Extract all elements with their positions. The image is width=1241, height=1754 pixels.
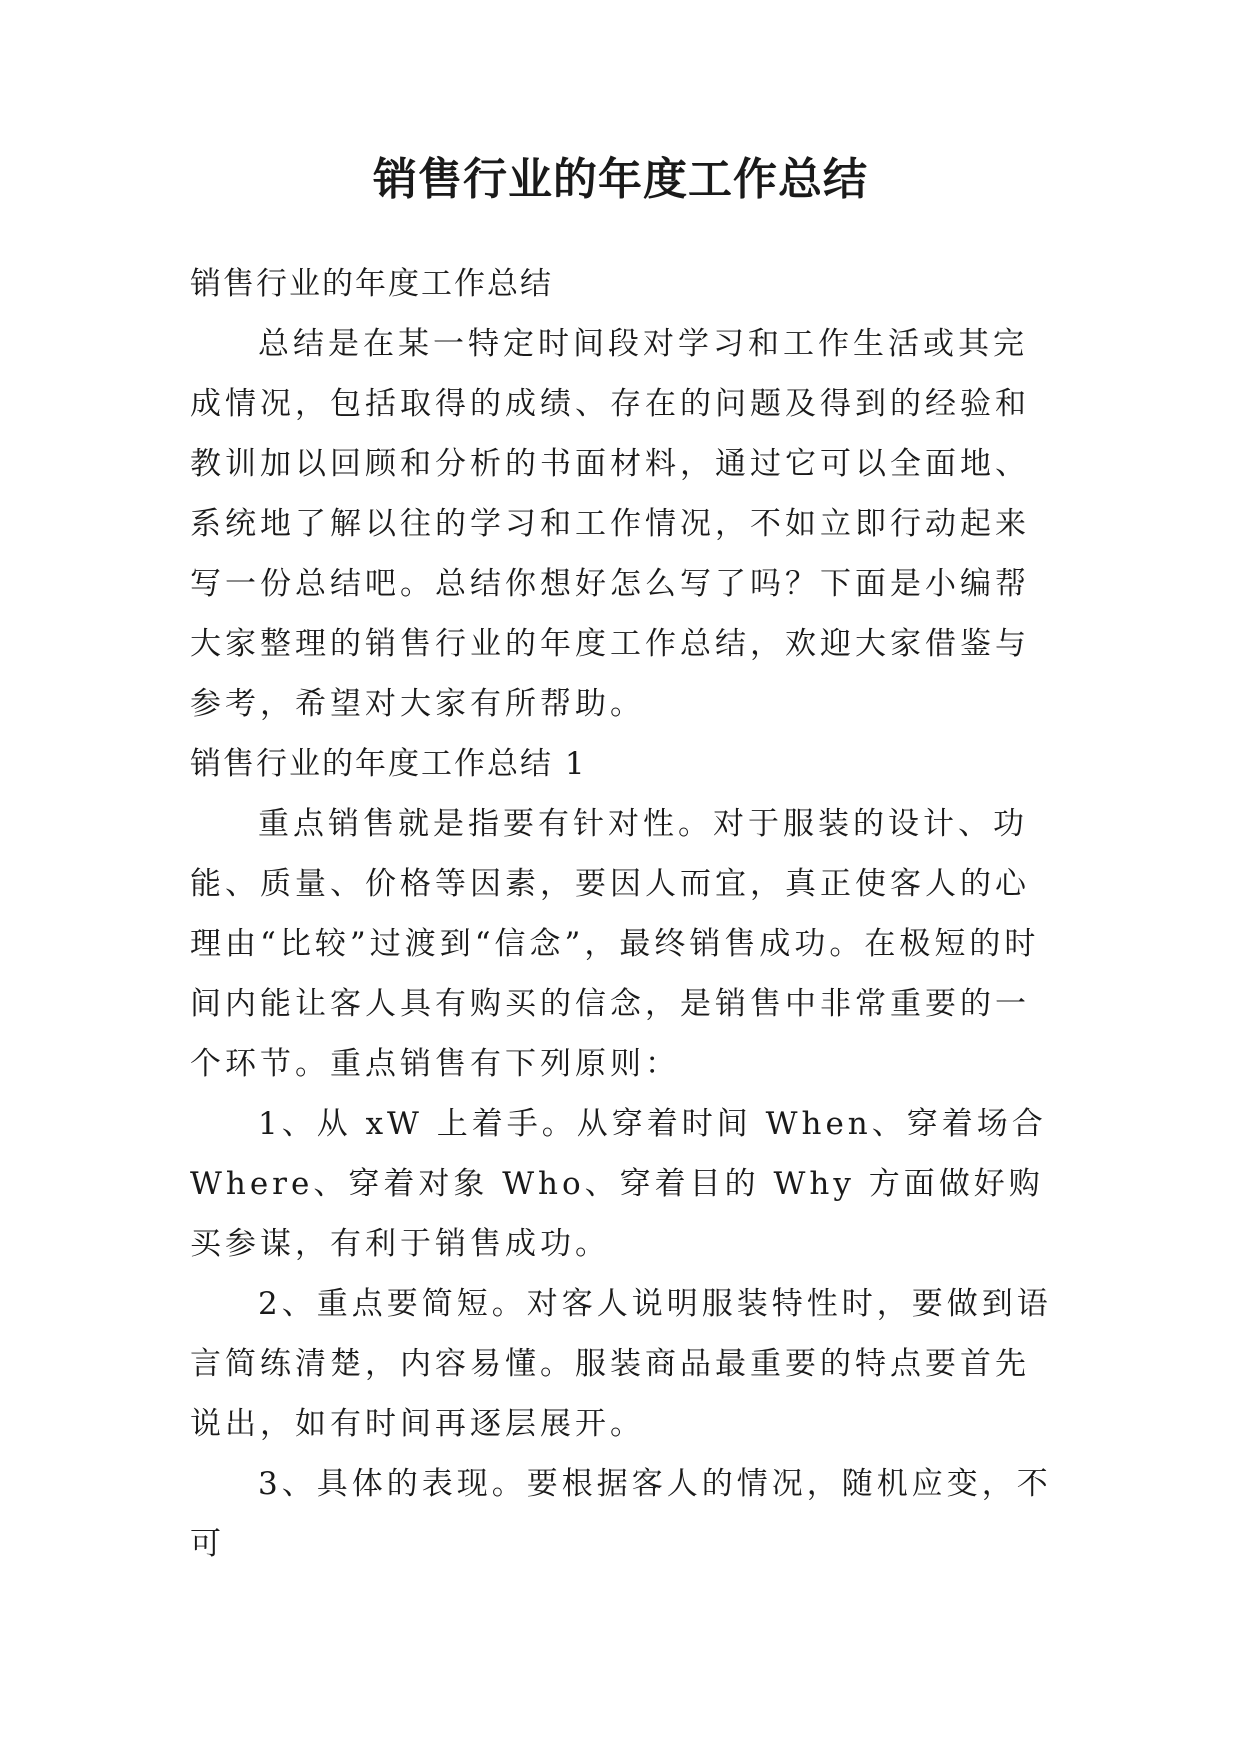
point-1-paragraph: 1、从 xW 上着手。从穿着时间 When、穿着场合 Where、穿着对象 Who、穿着目的 Why 方面做好购买参谋，有利于销售成功。 bbox=[190, 1106, 1047, 1262]
point-3-paragraph: 3、具体的表现。要根据客人的情况，随机应变，不可 bbox=[190, 1466, 1052, 1562]
document-title: 销售行业的年度工作总结 bbox=[373, 154, 868, 205]
intro-paragraph: 总结是在某一特定时间段对学习和工作生活或其完成情况，包括取得的成绩、存在的问题及得到的经验和教训加以回顾和分析的书面材料，通过它可以全面地、系统地了解以往的学习和工作情况，不如立即行动起来写一份总结吧。总结你想好怎么写了吗？下面是小编帮大家整理的销售行业的年度工作总结，欢迎大家借鉴与参考，希望对大家有所帮助。 bbox=[190, 326, 1030, 722]
section1-paragraph: 重点销售就是指要有针对性。对于服装的设计、功能、质量、价格等因素，要因人而宜，真正使客人的心理由“比较”过渡到“信念”，最终销售成功。在极短的时间内能让客人具有购买的信念，是销售中非常重要的一个环节。重点销售有下列原则： bbox=[190, 806, 1040, 1082]
section1-heading: 销售行业的年度工作总结 1 bbox=[190, 746, 587, 782]
point-2-paragraph: 2、重点要简短。对客人说明服装特性时，要做到语言简练清楚，内容易懂。服装商品最重要的特点要首先说出，如有时间再逐层展开。 bbox=[190, 1286, 1052, 1442]
intro-heading: 销售行业的年度工作总结 bbox=[190, 266, 553, 302]
